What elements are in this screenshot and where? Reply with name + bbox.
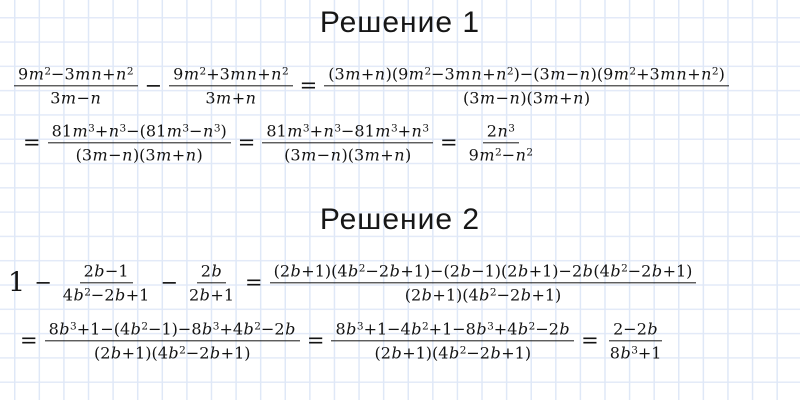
denominator: $(2b+1)(4b^2-2b+1)$ — [374, 343, 532, 363]
numerator: $8b^3+1-(4b^2-1)-8b^3+4b^2-2b$ — [45, 319, 300, 341]
solution1-title: Решение 1 — [319, 6, 481, 39]
denominator: $(2b+1)(4b^2-2b+1)$ — [404, 285, 562, 305]
fraction — [324, 64, 729, 107]
denominator: $9m^2-n^2$ — [468, 145, 534, 165]
math-operator: − — [34, 270, 52, 295]
fraction — [45, 319, 300, 362]
fraction — [606, 319, 666, 362]
math-operator: = — [237, 130, 256, 155]
denominator: $(2b+1)(4b^2-2b+1)$ — [93, 343, 251, 363]
math-operator: = — [440, 130, 458, 155]
denominator: $8b^3+1$ — [609, 343, 662, 363]
fraction — [169, 64, 293, 107]
fraction — [262, 121, 433, 164]
numerator: 2b — [197, 261, 226, 283]
fraction — [59, 261, 154, 304]
math-operator: = — [245, 270, 263, 295]
fraction — [270, 261, 697, 304]
numerator: $(3m+n)(9m^2-3mn+n^2)-(3m-n)(9m^2+3mn+n^2)$ — [324, 64, 729, 86]
math-operator: = — [306, 328, 325, 353]
math-operator: − — [160, 270, 178, 295]
math-operator: = — [581, 328, 599, 353]
math-operator: = — [20, 328, 38, 353]
numerator: $(2b+1)(4b^2-2b+1)-(2b-1)(2b+1)-2b(4b^2-2b+1)$ — [270, 261, 697, 283]
fraction — [465, 121, 537, 164]
denominator: 3m+n — [205, 88, 256, 108]
numerator: $81m^3+n^3-(81m^3-n^3)$ — [48, 121, 231, 143]
solution2-equation-line2 — [13, 319, 665, 362]
numerator: $81m^3+n^3-81m^3+n^3$ — [262, 121, 433, 143]
numerator: $9m^2+3mn+n^2$ — [169, 64, 293, 86]
denominator: (3m−n)(3m+n) — [75, 145, 203, 165]
fraction — [48, 121, 231, 164]
numerator: $8b^3+1-4b^2+1-8b^3+4b^2-2b$ — [331, 319, 574, 341]
solution2-title: Решение 2 — [319, 203, 481, 236]
numerator: 2−2b — [609, 319, 662, 341]
solution1-equation-line1 — [14, 64, 729, 107]
math-term: 1 — [8, 267, 26, 299]
numerator: $9m^2-3mn+n^2$ — [14, 64, 138, 86]
math-operator: = — [23, 130, 41, 155]
numerator: $2n^3$ — [483, 121, 519, 143]
solution2-equation-line1 — [8, 261, 696, 304]
fraction — [14, 64, 138, 107]
denominator: (3m−n)(3m+n) — [284, 145, 412, 165]
numerator: 2b−1 — [80, 261, 133, 283]
fraction — [331, 319, 574, 362]
fraction — [185, 261, 238, 304]
denominator: 3m−n — [50, 88, 101, 108]
denominator: (3m−n)(3m+n) — [463, 88, 591, 108]
denominator: $4b^2-2b+1$ — [62, 285, 150, 305]
math-operator: = — [299, 73, 318, 98]
math-operator: − — [144, 73, 163, 98]
solution1-equation-line2 — [16, 121, 537, 164]
denominator: 2b+1 — [188, 285, 234, 305]
